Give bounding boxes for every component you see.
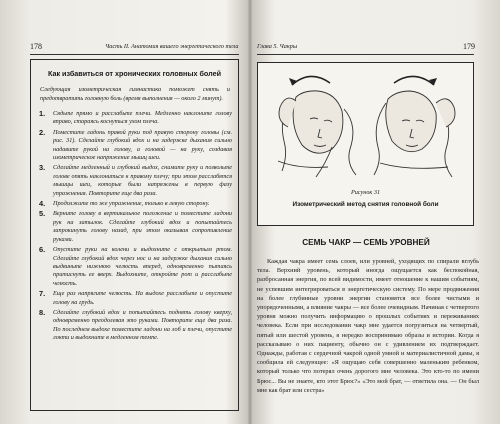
step-text: Еще раз напрягите челюсть. На выдохе расслабьте и опустите голову на грудь.: [53, 290, 232, 306]
curved-arrow-icon: [292, 76, 330, 85]
step-text: Продолжите то же упражнение, только в левую сторону.: [53, 200, 210, 208]
body-text: [257, 257, 479, 395]
isometric-exercise-illustration: [258, 63, 472, 183]
step-text: Сделайте глубокий вдох и попытайтесь поднять голову кверху, одновременно преодолевая это руками. Повторите еще два раза. По последнем выдохе поместите ладони на лоб и плечи, опустите локти и выдохните в медленном темпе.: [53, 308, 232, 342]
step-text: Опустите руки на колени и выдохните с открытым ртом. Сделайте глубокий вдох через нос и на задержке дыхания сильно выдвиньте нижнюю челюсть вперед, одновременно пытаясь притиснуть ее вверх. Выдохните, откройте рот и расслабьте челюсть.: [53, 246, 232, 287]
page-number: 179: [463, 42, 475, 51]
page-number: 178: [30, 42, 42, 51]
right-page: [252, 0, 500, 424]
figure-number: Рисунок 31: [350, 189, 381, 196]
steps-list: [39, 110, 232, 345]
step-number: 2.: [39, 127, 46, 137]
exercise-box: [30, 59, 239, 411]
step-number: 5.: [39, 209, 46, 219]
step-number: 3.: [39, 163, 46, 173]
step-item: [39, 129, 232, 163]
box-title: Как избавиться от хронических головных болей: [47, 69, 222, 78]
box-intro: Следующая изометрическая гимнастика поможет снять и предотвратить головную боль (время выполнения — около 2 минут).: [40, 86, 230, 102]
header-rule: [30, 54, 239, 55]
step-number: 4.: [39, 199, 46, 209]
step-item: [39, 210, 232, 244]
running-head: Часть II. Анатомия вашего энергетического тела: [105, 43, 239, 50]
step-text: Верните голову в вертикальное положение и поместите ладони рук на затылок. Сделайте глубокий вдох и попытайтесь запрокинуть голову назад, при этом оказывая сопротивление руками.: [53, 210, 232, 243]
step-item: [39, 110, 232, 127]
step-number: 6.: [39, 245, 46, 255]
step-number: 7.: [39, 289, 46, 299]
running-head: Глава 5. Чакры: [257, 43, 298, 50]
woman-left-figure: [278, 91, 356, 177]
step-item: [39, 290, 232, 307]
figure-caption: Изометрический метод снятия головной боли: [292, 201, 439, 208]
step-item: [39, 200, 232, 208]
step-text: Поместите ладонь правой руки под правую сторону головы (см. рис. 31). Сделайте глубокий вдох и на задержке дыхания сильно надавите рукой на голову, а головой — на руку, создавая изометрическое напряжение мышц шеи.: [53, 128, 232, 162]
paragraph: Каждая чакра имеет семь слоев, или уровней, уходящих по спирали вглубь тела. Верхний уровень, который иногда ощущается как беспокойная, разбросанная энергия, по всей видимости, имеет отношение к нашим событиям, не успевшим интегрироваться в энергетическую систему. По мере продвижения на более глубинные уровни энергии становятся все более чистыми и упорядоченными, а влияние чакры — все более очевидным. Начиная с четвертого уровня можно получить информацию о прошлых событиях и переживаниях человека. Если при исследовании чакр мне удается погрузиться на четвертый, пятый или шестой уровень, я нередко воспринимаю образы и истории. Когда я рассказываю о них пациенту, обычно он с удивлением их подтверждает. Однажды, работая с сердечной чакрой одной умной и материалистичной дамы, я сообщила ей следующее: «Я ощущаю себя совершенно маленьким ребенком, который только что потерял очень дорогого мне человека. Это кто-то по имени Брюс... Вы не знаете, кто этот Брюс?» «Это мой брат, — ответила она. — Он был мне как брат или сестра»: [257, 258, 479, 394]
step-text: Сядьте прямо и расслабьте плечи. Медленно наклоните голову вправо, стараясь коснуться ухом плеча.: [53, 110, 232, 126]
step-item: [39, 309, 232, 343]
step-item: [39, 246, 232, 288]
step-item: [39, 164, 232, 198]
curved-arrow-icon: [394, 76, 434, 85]
step-number: 8.: [39, 307, 46, 317]
header-rule: [257, 54, 474, 55]
step-number: 1.: [39, 109, 46, 118]
section-heading: СЕМЬ ЧАКР — СЕМЬ УРОВНЕЙ: [302, 238, 430, 247]
figure-31: [257, 62, 474, 226]
woman-right-figure: [374, 91, 455, 177]
step-text: Сделайте медленный и глубокий выдох, снимите руку и позвольте голове опять наклониться к правому плечу; при этом расслабятся мышцы шеи, которые были напряжены в первую фазу упражнения. Повторите еще два раза.: [53, 164, 232, 197]
